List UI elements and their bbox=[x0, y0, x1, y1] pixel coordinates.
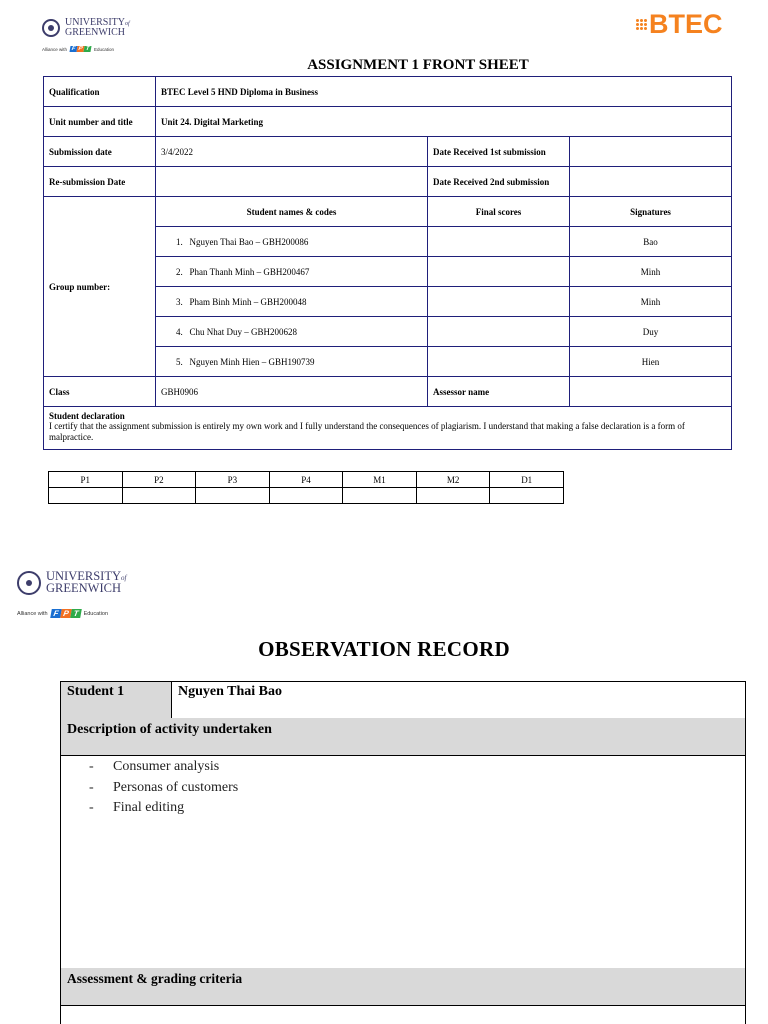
criteria-p1: P1 bbox=[49, 472, 123, 488]
university-of: of bbox=[125, 21, 130, 27]
date-received-1-label: Date Received 1st submission bbox=[428, 137, 570, 167]
students-column-header: Student names & codes bbox=[156, 197, 428, 227]
row-resubmission bbox=[44, 167, 732, 197]
student-name-code: Nguyen Thai Bao – GBH200086 bbox=[189, 236, 309, 247]
university-of: of bbox=[121, 574, 127, 583]
student-score bbox=[428, 257, 570, 287]
group-number-label: Group number: bbox=[44, 197, 156, 377]
student-signature: Minh bbox=[570, 287, 732, 317]
submission-date-value: 3/4/2022 bbox=[156, 137, 428, 167]
university-seal-icon bbox=[42, 19, 60, 37]
observation-title: OBSERVATION RECORD bbox=[258, 637, 510, 661]
university-name-line2: GREENWICH bbox=[65, 26, 125, 38]
student-signature: Minh bbox=[570, 257, 732, 287]
alliance-prefix: Alliance with bbox=[42, 46, 68, 52]
criteria-p4: P4 bbox=[269, 472, 343, 488]
student-number: 4. bbox=[176, 326, 183, 337]
criteria-d1: D1 bbox=[490, 472, 564, 488]
criteria-header-row bbox=[49, 472, 564, 488]
student-signature: Bao bbox=[570, 227, 732, 257]
btec-logo bbox=[636, 9, 723, 40]
student-score bbox=[428, 227, 570, 257]
description-header bbox=[61, 718, 745, 756]
student-name-code: Pham Binh Minh – GBH200048 bbox=[189, 296, 307, 307]
fpt-logo bbox=[51, 609, 81, 618]
university-name-line2: GREENWICH bbox=[46, 581, 121, 595]
fpt-alliance bbox=[42, 46, 114, 52]
student-name-code: Chu Nhat Duy – GBH200628 bbox=[189, 326, 297, 337]
activity-text: Consumer analysis bbox=[113, 759, 220, 774]
university-logo-2 bbox=[17, 571, 126, 595]
alliance-prefix: Alliance with bbox=[17, 610, 48, 617]
student-name-code: Phan Thanh Minh – GBH200467 bbox=[189, 266, 310, 277]
row-group-header bbox=[44, 197, 732, 227]
student-entry bbox=[156, 317, 428, 347]
bullet-dash: - bbox=[89, 800, 94, 815]
student-number: 1. bbox=[176, 236, 183, 247]
university-name-line1: UNIVERSITY bbox=[65, 17, 125, 28]
student-number: 5. bbox=[176, 356, 183, 367]
bullet-dash: - bbox=[89, 759, 94, 774]
student-label: Student 1 bbox=[67, 684, 125, 699]
fpt-letter-p: P bbox=[77, 46, 84, 52]
criteria-cell bbox=[416, 488, 490, 504]
criteria-value-row bbox=[49, 488, 564, 504]
fpt-letter-f: F bbox=[50, 609, 62, 618]
fpt-letter-t: T bbox=[85, 46, 90, 52]
criteria-m1: M1 bbox=[343, 472, 417, 488]
student-number: 2. bbox=[176, 266, 183, 277]
fpt-alliance-2 bbox=[17, 609, 108, 618]
student-score bbox=[428, 347, 570, 377]
list-item bbox=[89, 798, 238, 819]
list-item bbox=[89, 757, 238, 778]
university-seal-icon bbox=[17, 571, 41, 595]
scores-column-header: Final scores bbox=[428, 197, 570, 227]
resubmission-date-label: Re-submission Date bbox=[44, 167, 156, 197]
university-name-line1: UNIVERSITY bbox=[46, 569, 121, 584]
list-item bbox=[89, 778, 238, 799]
row-qualification bbox=[44, 77, 732, 107]
class-value: GBH0906 bbox=[156, 377, 428, 407]
criteria-cell bbox=[490, 488, 564, 504]
alliance-suffix: Education bbox=[94, 46, 115, 52]
student-entry bbox=[156, 287, 428, 317]
assessment-header bbox=[61, 968, 745, 1006]
front-sheet-table bbox=[43, 76, 732, 450]
activity-text: Final editing bbox=[113, 800, 185, 815]
criteria-m2: M2 bbox=[416, 472, 490, 488]
student-signature: Hien bbox=[570, 347, 732, 377]
signatures-column-header: Signatures bbox=[570, 197, 732, 227]
front-sheet-title: ASSIGNMENT 1 FRONT SHEET bbox=[307, 57, 529, 73]
observation-record-box bbox=[60, 681, 746, 1024]
assessment-label: Assessment & grading criteria bbox=[67, 971, 243, 986]
student-signature: Duy bbox=[570, 317, 732, 347]
row-submission bbox=[44, 137, 732, 167]
resubmission-date-value bbox=[156, 167, 428, 197]
fpt-letter-t: T bbox=[70, 609, 82, 618]
criteria-cell bbox=[49, 488, 123, 504]
unit-label: Unit number and title bbox=[44, 107, 156, 137]
qualification-label: Qualification bbox=[44, 77, 156, 107]
alliance-suffix: Education bbox=[83, 610, 109, 617]
student-name: Nguyen Thai Bao bbox=[178, 684, 282, 699]
student-declaration bbox=[44, 407, 732, 450]
assessor-name-value bbox=[570, 377, 732, 407]
row-declaration bbox=[44, 407, 732, 450]
date-received-2-label: Date Received 2nd submission bbox=[428, 167, 570, 197]
student-number: 3. bbox=[176, 296, 183, 307]
student-name-code: Nguyen Minh Hien – GBH190739 bbox=[189, 356, 315, 367]
btec-text: BTEC bbox=[649, 9, 723, 39]
student-entry bbox=[156, 347, 428, 377]
activity-list bbox=[89, 757, 238, 819]
date-received-2-value bbox=[570, 167, 732, 197]
grading-criteria-table bbox=[48, 471, 564, 504]
university-logo bbox=[42, 18, 130, 37]
fpt-logo bbox=[70, 46, 91, 52]
student-entry bbox=[156, 257, 428, 287]
bullet-dash: - bbox=[89, 779, 94, 795]
assessor-name-label: Assessor name bbox=[428, 377, 570, 407]
criteria-cell bbox=[269, 488, 343, 504]
student-name-cell bbox=[172, 682, 745, 718]
criteria-cell bbox=[196, 488, 270, 504]
fpt-letter-f: F bbox=[71, 46, 76, 52]
student-entry bbox=[156, 227, 428, 257]
row-class bbox=[44, 377, 732, 407]
criteria-cell bbox=[343, 488, 417, 504]
student-score bbox=[428, 317, 570, 347]
submission-date-label: Submission date bbox=[44, 137, 156, 167]
declaration-title: Student declaration bbox=[49, 411, 125, 421]
unit-value: Unit 24. Digital Marketing bbox=[156, 107, 732, 137]
btec-dots-icon bbox=[636, 19, 647, 30]
description-label: Description of activity undertaken bbox=[67, 722, 272, 737]
class-label: Class bbox=[44, 377, 156, 407]
date-received-1-value bbox=[570, 137, 732, 167]
student-label-cell bbox=[61, 682, 172, 718]
fpt-letter-p: P bbox=[60, 609, 72, 618]
declaration-text: I certify that the assignment submission is entirely my own work and I fully understand the consequences of plagiarism. I understand that making a false declaration is a form of malpractice. bbox=[49, 421, 685, 442]
student-score bbox=[428, 287, 570, 317]
criteria-cell bbox=[122, 488, 196, 504]
qualification-value: BTEC Level 5 HND Diploma in Business bbox=[156, 77, 732, 107]
criteria-p2: P2 bbox=[122, 472, 196, 488]
row-unit bbox=[44, 107, 732, 137]
criteria-p3: P3 bbox=[196, 472, 270, 488]
activity-text: Personas of customers bbox=[113, 779, 239, 795]
